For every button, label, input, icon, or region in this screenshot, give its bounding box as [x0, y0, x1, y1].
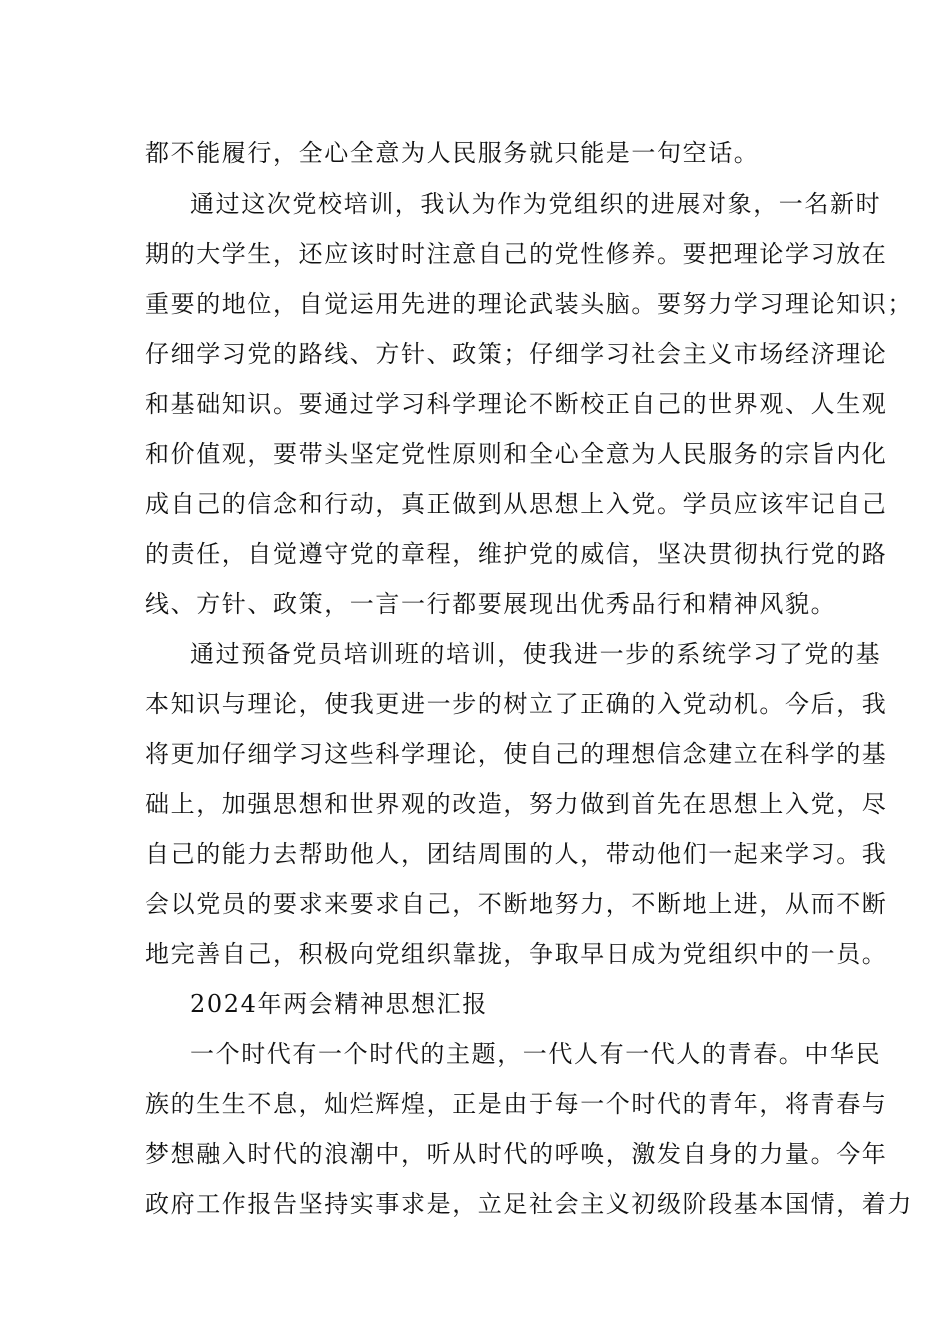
text-line: 政府工作报告坚持实事求是，立足社会主义初级阶段基本国情，着力 — [145, 1190, 913, 1218]
text-line: 通过这次党校培训，我认为作为党组织的进展对象，一名新时 — [190, 190, 882, 218]
text-line: 都不能履行，全心全意为人民服务就只能是一句空话。 — [145, 139, 760, 167]
text-line: 成自己的信念和行动，真正做到从思想上入党。学员应该牢记自己 — [145, 490, 888, 518]
text-line: 一个时代有一个时代的主题，一代人有一代人的青春。中华民 — [190, 1040, 882, 1068]
text-line: 仔细学习党的路线、方针、政策；仔细学习社会主义市场经济理论 — [145, 340, 888, 368]
text-line: 和价值观，要带头坚定党性原则和全心全意为人民服务的宗旨内化 — [145, 440, 888, 468]
text-line: 的责任，自觉遵守党的章程，维护党的威信，坚决贯彻执行党的路 — [145, 540, 888, 568]
text-line: 础上，加强思想和世界观的改造，努力做到首先在思想上入党，尽 — [145, 790, 888, 818]
text-line: 线、方针、政策，一言一行都要展现出优秀品行和精神风貌。 — [145, 590, 837, 618]
text-line: 重要的地位，自觉运用先进的理论武装头脑。要努力学习理论知识； — [145, 290, 913, 318]
text-line: 通过预备党员培训班的培训，使我进一步的系统学习了党的基 — [190, 640, 882, 668]
text-line: 自己的能力去帮助他人，团结周围的人，带动他们一起来学习。我 — [145, 840, 888, 868]
section-heading: 2024年两会精神思想汇报 — [190, 990, 488, 1018]
text-line: 本知识与理论，使我更进一步的树立了正确的入党动机。今后，我 — [145, 690, 888, 718]
text-line: 族的生生不息，灿烂辉煌，正是由于每一个时代的青年，将青春与 — [145, 1090, 888, 1118]
text-line: 和基础知识。要通过学习科学理论不断校正自己的世界观、人生观 — [145, 390, 888, 418]
text-line: 梦想融入时代的浪潮中，听从时代的呼唤，激发自身的力量。今年 — [145, 1140, 888, 1168]
text-line: 期的大学生，还应该时时注意自己的党性修养。要把理论学习放在 — [145, 240, 888, 268]
text-line: 会以党员的要求来要求自己，不断地努力，不断地上进，从而不断 — [145, 890, 888, 918]
text-line: 地完善自己，积极向党组织靠拢，争取早日成为党组织中的一员。 — [145, 940, 888, 968]
text-line: 将更加仔细学习这些科学理论，使自己的理想信念建立在科学的基 — [145, 740, 888, 768]
